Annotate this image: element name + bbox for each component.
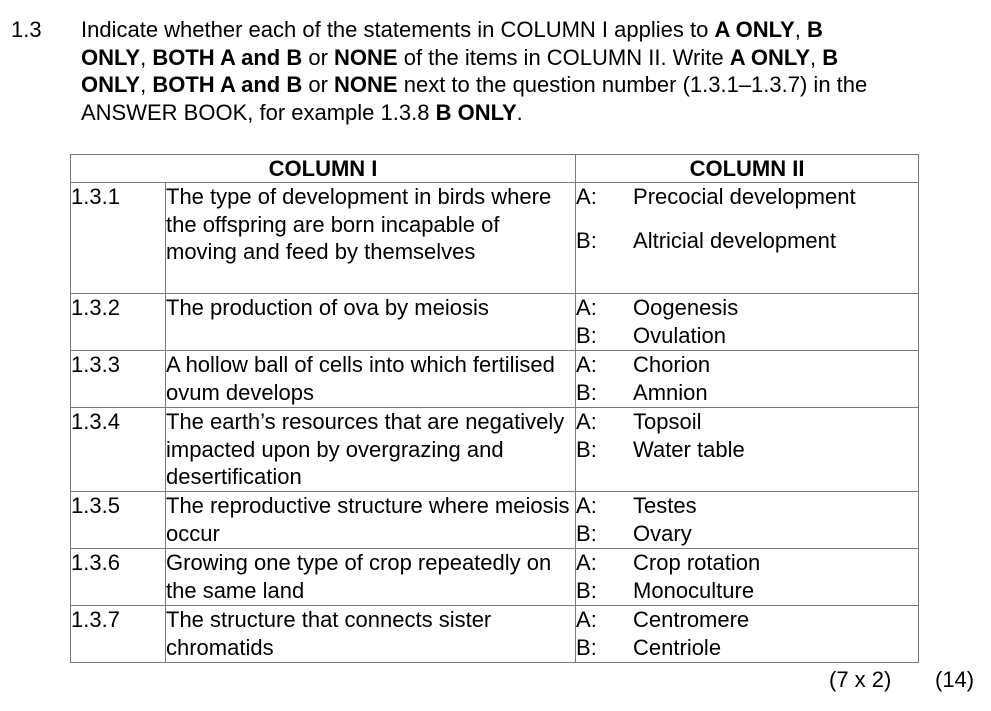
option-b bbox=[576, 577, 918, 605]
table-row bbox=[71, 408, 919, 492]
instruction-text: , bbox=[794, 17, 807, 42]
option-a-label: A: bbox=[576, 184, 597, 209]
instruction-bold-text: NONE bbox=[334, 44, 398, 70]
row-statement: The reproductive structure where meiosis occur bbox=[166, 492, 576, 549]
row-number: 1.3.7 bbox=[71, 606, 166, 663]
instruction-text: , bbox=[810, 44, 823, 70]
column-i-header: COLUMN I bbox=[71, 155, 576, 183]
matching-table bbox=[70, 154, 919, 663]
row-statement: The production of ova by meiosis bbox=[166, 294, 576, 351]
instruction-bold-text: BOTH A and B bbox=[152, 44, 303, 70]
option-b-text: Water table bbox=[633, 436, 745, 462]
option-a-label: A: bbox=[576, 607, 597, 632]
instruction-text: of the items in COLUMN II. Write bbox=[397, 44, 730, 70]
row-statement: The structure that connects sister chromatids bbox=[166, 606, 576, 663]
instruction-text: next to the question number (1.3.1–1.3.7) in the ANSWER BOOK, for example 1.3.8 bbox=[81, 72, 868, 125]
option-b-label: B: bbox=[576, 577, 597, 603]
instruction-text: or bbox=[302, 72, 335, 98]
option-b-label: B: bbox=[576, 227, 597, 253]
instruction-bold-text: A ONLY bbox=[714, 17, 795, 42]
option-b bbox=[576, 436, 918, 464]
table-row bbox=[71, 492, 919, 549]
marks-calculation: (7 x 2) bbox=[829, 667, 892, 692]
row-options bbox=[576, 351, 919, 408]
instruction-bold-text: B ONLY bbox=[81, 17, 823, 70]
instruction-text: Indicate whether each of the statements in COLUMN I applies to bbox=[81, 17, 715, 42]
option-b-label: B: bbox=[576, 322, 597, 348]
row-number: 1.3.6 bbox=[71, 549, 166, 606]
row-number: 1.3.1 bbox=[71, 183, 166, 294]
option-a-text: Crop rotation bbox=[633, 550, 761, 575]
row-number: 1.3.4 bbox=[71, 408, 166, 492]
option-a bbox=[576, 183, 918, 211]
option-b-text: Centriole bbox=[633, 634, 722, 660]
option-a-label: A: bbox=[576, 295, 597, 320]
option-b bbox=[576, 227, 918, 255]
option-b-label: B: bbox=[576, 379, 597, 405]
option-b bbox=[576, 634, 918, 662]
instruction-bold-text: B ONLY bbox=[435, 99, 517, 125]
instruction-text: . bbox=[516, 99, 523, 125]
option-a bbox=[576, 294, 918, 322]
instruction-text: , bbox=[140, 44, 153, 70]
instruction-text: , bbox=[140, 72, 153, 98]
row-number: 1.3.2 bbox=[71, 294, 166, 351]
option-a-text: Topsoil bbox=[633, 409, 702, 434]
option-b-text: Ovary bbox=[633, 520, 692, 546]
option-a-text: Precocial development bbox=[633, 184, 856, 209]
table-row bbox=[71, 183, 919, 294]
question-instruction bbox=[81, 16, 881, 126]
option-a-text: Chorion bbox=[633, 352, 711, 377]
row-statement: The type of development in birds where the offspring are born incapable of moving and feed by themselves bbox=[166, 183, 576, 294]
instruction-bold-text: A ONLY bbox=[729, 44, 811, 70]
option-b-text: Altricial development bbox=[633, 227, 836, 253]
row-options bbox=[576, 606, 919, 663]
marks-total: (14) bbox=[935, 667, 975, 692]
option-b-label: B: bbox=[576, 520, 597, 546]
row-statement: Growing one type of crop repeatedly on the same land bbox=[166, 549, 576, 606]
option-b-label: B: bbox=[576, 436, 597, 462]
option-b-text: Monoculture bbox=[633, 577, 755, 603]
table-row bbox=[71, 549, 919, 606]
row-statement: The earth’s resources that are negatively impacted upon by overgrazing and desertification bbox=[166, 408, 576, 492]
option-a bbox=[576, 606, 918, 634]
row-options bbox=[576, 408, 919, 492]
row-options bbox=[576, 492, 919, 549]
option-b bbox=[576, 379, 918, 407]
option-b-text: Amnion bbox=[633, 379, 708, 405]
table-row bbox=[71, 294, 919, 351]
option-a-label: A: bbox=[576, 550, 597, 575]
row-options bbox=[576, 183, 919, 294]
column-ii-header: COLUMN II bbox=[576, 155, 919, 183]
option-a bbox=[576, 351, 918, 379]
instruction-bold-text: NONE bbox=[334, 72, 398, 98]
option-a bbox=[576, 492, 918, 520]
option-b-text: Ovulation bbox=[633, 322, 726, 348]
row-number: 1.3.3 bbox=[71, 351, 166, 408]
table-header-row bbox=[71, 155, 919, 183]
option-b-label: B: bbox=[576, 634, 597, 660]
row-options bbox=[576, 294, 919, 351]
option-a bbox=[576, 549, 918, 577]
option-b bbox=[576, 520, 918, 548]
question-number: 1.3 bbox=[11, 17, 42, 42]
table-row bbox=[71, 606, 919, 663]
table-row bbox=[71, 351, 919, 408]
option-a-text: Testes bbox=[633, 493, 697, 518]
instruction-text: or bbox=[302, 44, 335, 70]
option-a-text: Centromere bbox=[633, 607, 750, 632]
row-options bbox=[576, 549, 919, 606]
option-b bbox=[576, 322, 918, 350]
row-number: 1.3.5 bbox=[71, 492, 166, 549]
option-a bbox=[576, 408, 918, 436]
instruction-bold-text: BOTH A and B bbox=[152, 72, 303, 98]
row-statement: A hollow ball of cells into which fertilised ovum develops bbox=[166, 351, 576, 408]
option-a-label: A: bbox=[576, 352, 597, 377]
option-a-label: A: bbox=[576, 409, 597, 434]
instruction-bold-text: B ONLY bbox=[81, 44, 839, 98]
option-a-text: Oogenesis bbox=[633, 295, 739, 320]
option-a-label: A: bbox=[576, 493, 597, 518]
